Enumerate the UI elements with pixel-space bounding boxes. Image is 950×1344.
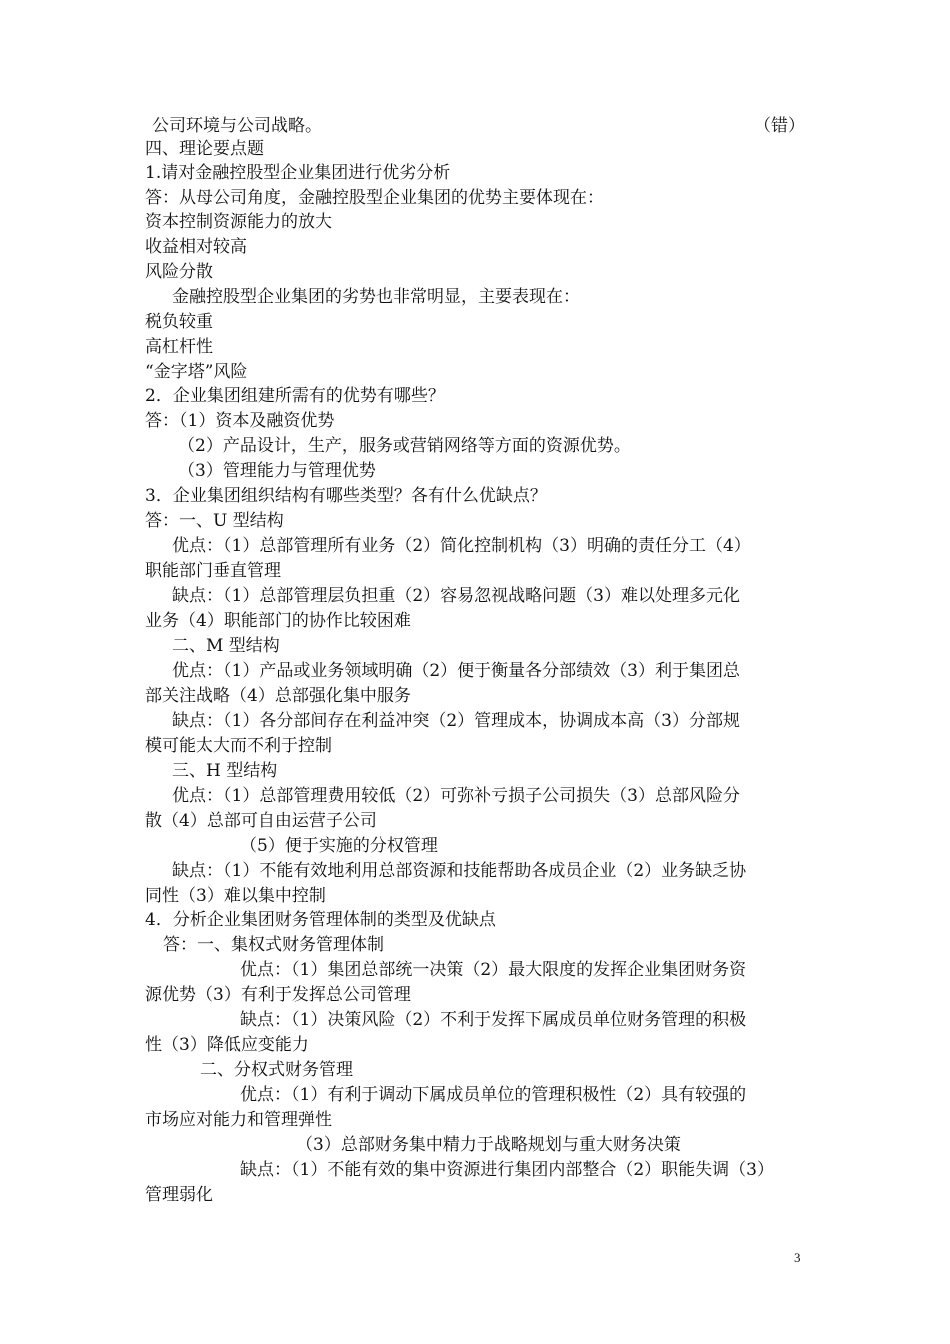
answer-line: 职能部门垂直管理 — [145, 561, 281, 581]
answer-line: （3）总部财务集中精力于战略规划与重大财务决策 — [296, 1135, 681, 1155]
question-3: 3．企业集团组织结构有哪些类型？各有什么优缺点？ — [145, 486, 547, 506]
answer-line: 缺点：（1）不能有效地利用总部资源和技能帮助各成员企业（2）业务缺乏协 — [172, 861, 747, 881]
answer-line: 答：从母公司角度，金融控股型企业集团的优势主要体现在： — [145, 188, 604, 208]
answer-line: 答：一、U 型结构 — [145, 511, 284, 531]
answer-line: 模可能太大而不利于控制 — [145, 736, 332, 756]
answer-line: 性（3）降低应变能力 — [145, 1035, 309, 1055]
answer-line: 答：一、集权式财务管理体制 — [163, 935, 384, 955]
question-4: 4．分析企业集团财务管理体制的类型及优缺点 — [145, 910, 496, 930]
answer-line: 高杠杆性 — [145, 337, 213, 357]
answer-line: 优点：（1）产品或业务领域明确（2）便于衡量各分部绩效（3）利于集团总 — [172, 661, 740, 681]
answer-line: 散（4）总部可自由运营子公司 — [145, 811, 377, 831]
answer-line: 优点：（1）有利于调动下属成员单位的管理积极性（2）具有较强的 — [240, 1085, 747, 1105]
answer-line: 收益相对较高 — [145, 237, 247, 257]
answer-line: （3）管理能力与管理优势 — [178, 461, 376, 481]
answer-line: 同性（3）难以集中控制 — [145, 886, 326, 906]
answer-line: 金融控股型企业集团的劣势也非常明显，主要表现在： — [172, 287, 580, 307]
answer-line: 缺点：（1）不能有效的集中资源进行集团内部整合（2）职能失调（3） — [240, 1160, 774, 1180]
answer-line: 源优势（3）有利于发挥总公司管理 — [145, 985, 411, 1005]
answer-line: （5）便于实施的分权管理 — [240, 836, 438, 856]
answer-line: 缺点：（1）总部管理层负担重（2）容易忽视战略问题（3）难以处理多元化 — [172, 586, 740, 606]
answer-line: 二、分权式财务管理 — [200, 1060, 353, 1080]
question-2: 2．企业集团组建所需有的优势有哪些？ — [145, 386, 445, 406]
answer-line: 业务（4）职能部门的协作比较困难 — [145, 611, 411, 631]
answer-line: 二、M 型结构 — [172, 636, 280, 656]
judgement-mark: （错） — [754, 116, 805, 136]
answer-line: “金字塔”风险 — [145, 362, 248, 382]
answer-line: 市场应对能力和管理弹性 — [145, 1110, 332, 1130]
answer-line: 答：（1）资本及融资优势 — [145, 411, 335, 431]
answer-line: 优点：（1）总部管理所有业务（2）简化控制机构（3）明确的责任分工（4） — [172, 536, 751, 556]
section-title: 四、理论要点题 — [145, 139, 264, 159]
top-statement: 公司环境与公司战略。 — [152, 116, 322, 136]
answer-line: 缺点：（1）各分部间存在利益冲突（2）管理成本，协调成本高（3）分部规 — [172, 711, 740, 731]
answer-line: 资本控制资源能力的放大 — [145, 212, 332, 232]
answer-line: 风险分散 — [145, 262, 213, 282]
answer-line: 部关注战略（4）总部强化集中服务 — [145, 686, 411, 706]
answer-line: 优点：（1）集团总部统一决策（2）最大限度的发挥企业集团财务资 — [240, 960, 747, 980]
question-1: 1.请对金融控股型企业集团进行优劣分析 — [145, 163, 451, 183]
answer-line: 优点：（1）总部管理费用较低（2）可弥补亏损子公司损失（3）总部风险分 — [172, 786, 740, 806]
answer-line: （2）产品设计，生产，服务或营销网络等方面的资源优势。 — [178, 436, 631, 456]
answer-line: 税负较重 — [145, 312, 213, 332]
answer-line: 缺点：（1）决策风险（2）不利于发挥下属成员单位财务管理的积极 — [240, 1010, 747, 1030]
answer-line: 管理弱化 — [145, 1185, 213, 1205]
answer-line: 三、H 型结构 — [172, 761, 278, 781]
page-number: 3 — [794, 1250, 801, 1265]
